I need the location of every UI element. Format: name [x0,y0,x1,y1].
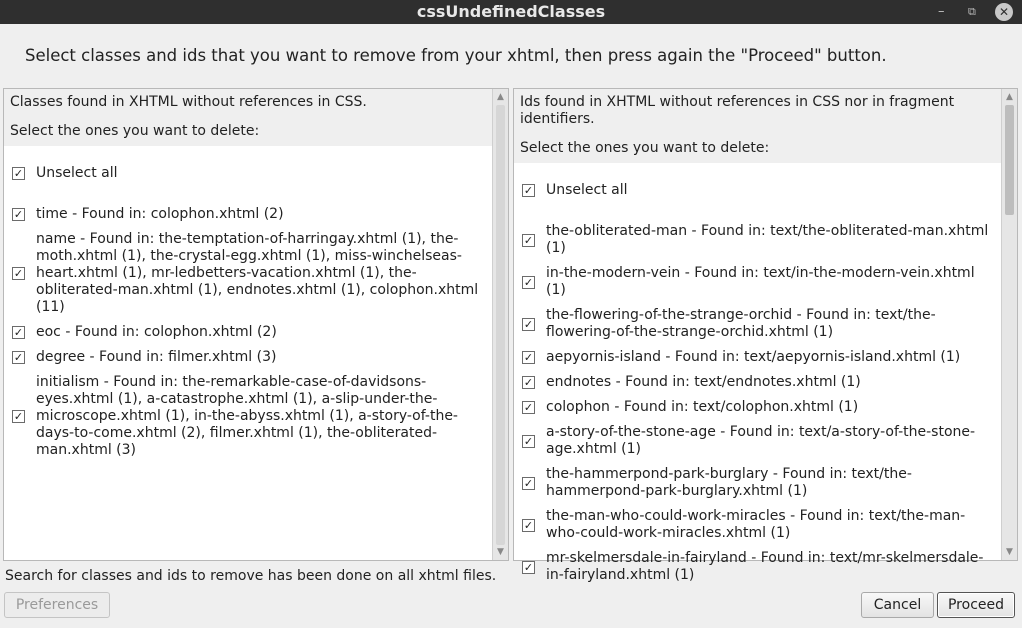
list-item[interactable] [4,324,508,341]
list-item[interactable] [4,206,508,223]
status-text: Search for classes and ids to remove has been done on all xhtml files. [5,568,497,584]
list-item[interactable] [514,307,1017,341]
scroll-down-icon[interactable]: ▼ [1006,547,1013,557]
classes-unselect-all[interactable] [4,165,508,182]
checkbox[interactable]: ✓ [523,434,534,448]
unselect-all-label: Unselect all [36,165,118,181]
checkbox[interactable]: ✓ [13,410,24,423]
list-item-label: mr-skelmersdale-in-fairyland - Found in: text/mr-skelmersdale-in-fairyland.xhtml (1) [546,550,984,583]
cancel-button[interactable]: Cancel [861,592,934,618]
classes-subheading: Select the ones you want to delete: [10,123,260,139]
list-item-label: degree - Found in: filmer.xhtml (3) [36,349,277,365]
ids-unselect-all[interactable] [514,182,1017,199]
scroll-up-icon[interactable]: ▲ [497,92,504,102]
list-item-label: the-hammerpond-park-burglary - Found in: text/the-hammerpond-park-burglary.xhtml (1) [546,466,912,499]
list-item-label: name - Found in: the-temptation-of-harringay.xhtml (1), the-moth.xhtml (1), the-crystal-egg.xhtml (1), miss-winchelseas-heart.xhtml (1), mr-ledbetters-vacation.xhtml (1), the-obliterated-man.xhtml (1), endnotes.xhtml (1), colophon.xhtml (11) [36,231,479,315]
list-item-label: a-story-of-the-stone-age - Found in: text/a-story-of-the-stone-age.xhtml (1) [546,424,976,457]
checkbox[interactable]: ✓ [523,401,534,414]
list-item[interactable] [514,550,1017,584]
checkbox[interactable]: ✓ [523,184,534,197]
list-item[interactable] [514,349,1017,366]
checkbox[interactable]: ✓ [523,476,534,490]
list-item[interactable] [514,399,1017,416]
checkbox[interactable]: ✓ [523,233,534,247]
classes-scrollbar[interactable] [492,89,508,560]
list-item-label: colophon - Found in: text/colophon.xhtml (1) [546,399,859,415]
checkbox[interactable]: ✓ [13,267,24,280]
scroll-up-icon[interactable]: ▲ [1006,92,1013,102]
list-item-label: eoc - Found in: colophon.xhtml (2) [36,324,277,340]
classes-panel-header [4,89,492,146]
scroll-thumb[interactable] [1005,105,1014,215]
checkbox[interactable]: ✓ [523,275,534,289]
list-item[interactable] [514,265,1017,299]
list-item-label: the-obliterated-man - Found in: text/the-obliterated-man.xhtml (1) [546,223,989,256]
window-titlebar [0,0,1022,24]
scroll-thumb[interactable] [496,105,505,545]
close-icon[interactable]: ✕ [995,3,1013,21]
list-item-label: the-flowering-of-the-strange-orchid - Found in: text/the-flowering-of-the-strange-orchid.xhtml (1) [546,307,936,340]
list-item-label: aepyornis-island - Found in: text/aepyornis-island.xhtml (1) [546,349,961,365]
list-item[interactable] [4,374,508,459]
ids-panel-header [514,89,1001,163]
checkbox[interactable]: ✓ [523,518,534,532]
ids-subheading: Select the ones you want to delete: [520,140,770,156]
list-item[interactable] [514,374,1017,391]
ids-scrollbar[interactable] [1001,89,1017,560]
checkbox[interactable]: ✓ [523,560,534,574]
checkbox[interactable]: ✓ [13,351,24,364]
checkbox[interactable]: ✓ [13,326,24,339]
maximize-icon[interactable]: ⧉ [968,5,976,18]
minimize-icon[interactable]: – [938,4,945,19]
list-item[interactable] [514,508,1017,542]
instruction-text: Select classes and ids that you want to remove from your xhtml, then press again the "Proceed" button. [25,46,887,65]
unselect-all-label: Unselect all [546,182,628,198]
list-item[interactable] [514,466,1017,500]
proceed-button[interactable]: Proceed [937,592,1015,618]
list-item-label: the-man-who-could-work-miracles - Found in: text/the-man-who-could-work-miracles.xhtml (1) [546,508,966,541]
list-item[interactable] [514,223,1017,257]
ids-panel [513,88,1018,583]
classes-list [4,146,508,459]
checkbox[interactable]: ✓ [523,376,534,389]
scroll-down-icon[interactable]: ▼ [497,547,504,557]
checkbox[interactable]: ✓ [13,208,24,221]
ids-heading: Ids found in XHTML without references in CSS nor in fragment identifiers. [520,94,955,127]
preferences-button[interactable]: Preferences [4,592,110,618]
list-item-label: initialism - Found in: the-remarkable-case-of-davidsons-eyes.xhtml (1), a-catastrophe.xhtml (1), a-slip-under-the-microscope.xhtml (1), in-the-abyss.xhtml (1), a-story-of-the-days-to-come.xhtml (2), filmer.xhtml (1), the-obliterated-man.xhtml (3) [36,374,458,458]
list-item-label: time - Found in: colophon.xhtml (2) [36,206,284,222]
list-item[interactable] [4,231,508,316]
classes-panel [3,88,509,561]
list-item[interactable] [4,349,508,366]
checkbox[interactable]: ✓ [13,167,24,180]
list-item[interactable] [514,424,1017,458]
classes-heading: Classes found in XHTML without references in CSS. [10,94,367,110]
list-item-label: endnotes - Found in: text/endnotes.xhtml (1) [546,374,861,390]
checkbox[interactable]: ✓ [523,351,534,364]
list-item-label: in-the-modern-vein - Found in: text/in-the-modern-vein.xhtml (1) [546,265,975,298]
ids-list [514,163,1017,584]
checkbox[interactable]: ✓ [523,317,534,331]
window-title: cssUndefinedClasses [416,2,606,21]
